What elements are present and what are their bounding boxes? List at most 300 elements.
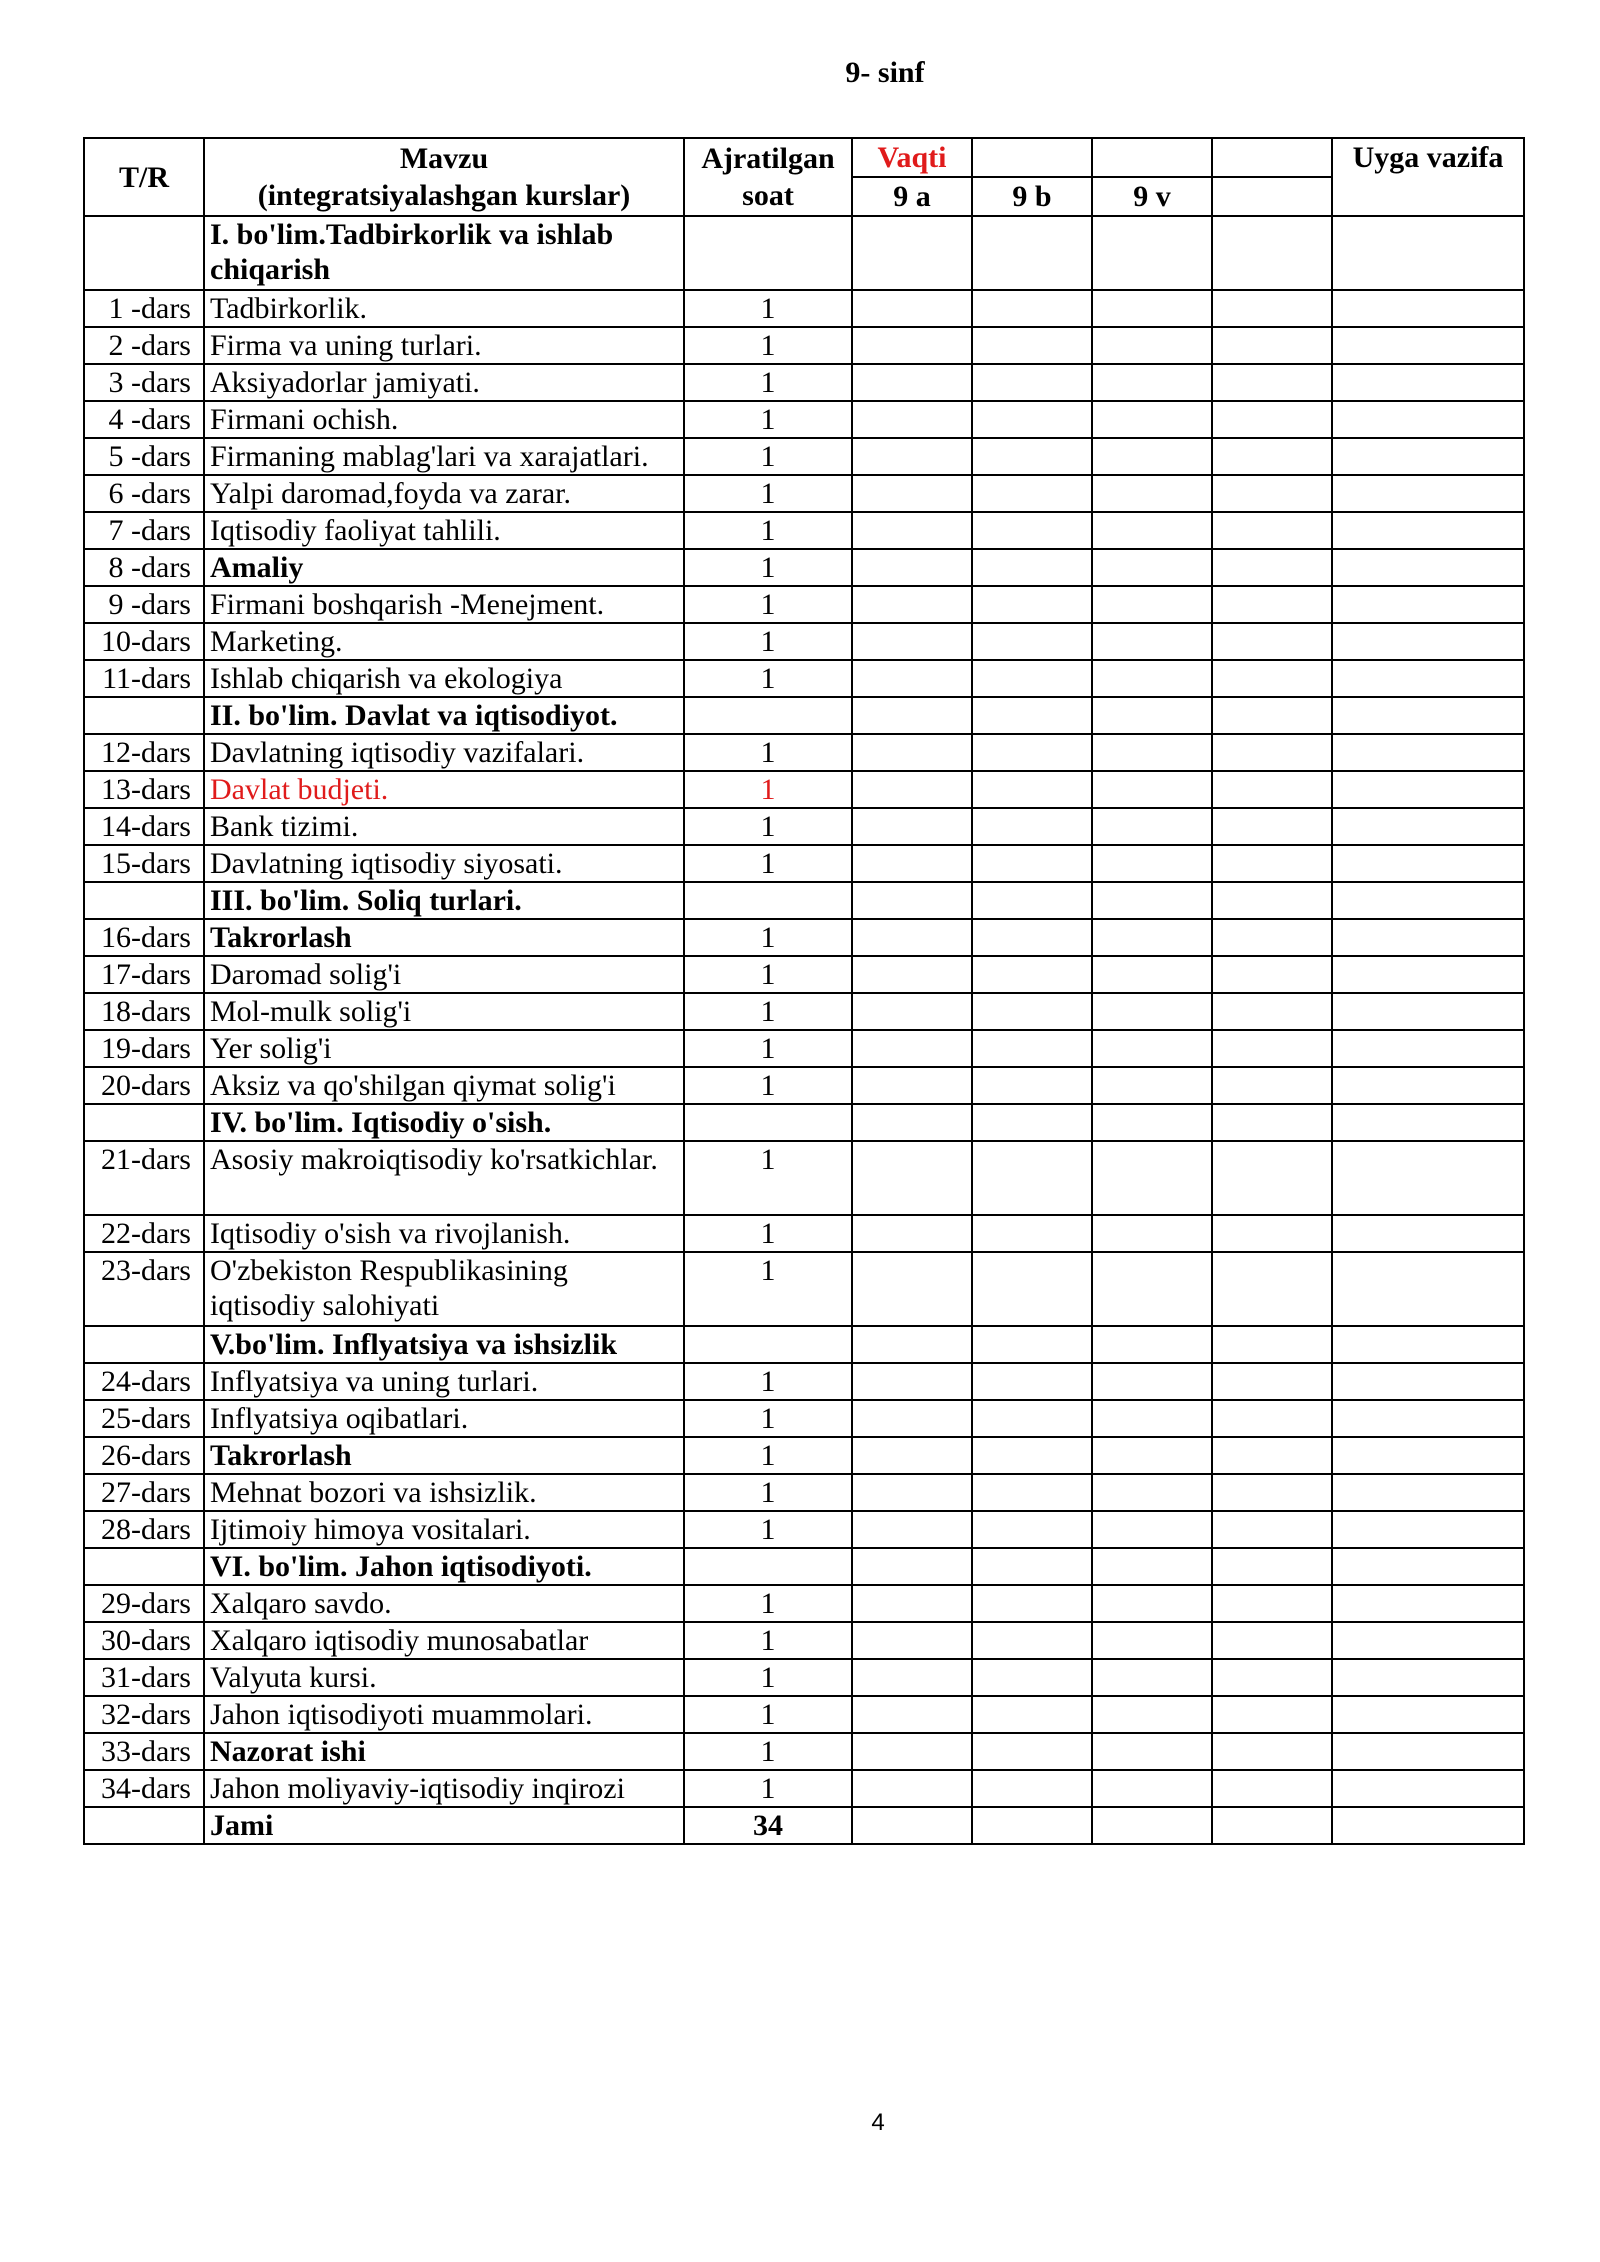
allotted-hours: 1 (684, 1252, 852, 1326)
homework-cell (1332, 1067, 1524, 1104)
header-empty-1 (972, 138, 1092, 177)
table-row (84, 623, 1524, 660)
time-9a (852, 1474, 972, 1511)
time-9a (852, 438, 972, 475)
time-9b (972, 845, 1092, 882)
time-extra (1212, 290, 1332, 327)
time-9b (972, 623, 1092, 660)
lesson-number: 8 -dars (84, 549, 204, 586)
time-extra (1212, 1585, 1332, 1622)
time-9a (852, 1659, 972, 1696)
time-9b (972, 216, 1092, 290)
table-row (84, 1733, 1524, 1770)
lesson-number: 21-dars (84, 1141, 204, 1215)
time-9b (972, 1659, 1092, 1696)
section-row (84, 697, 1524, 734)
lesson-number: 25-dars (84, 1400, 204, 1437)
time-9v (1092, 512, 1212, 549)
time-9b (972, 1696, 1092, 1733)
time-9v (1092, 1733, 1212, 1770)
time-9v (1092, 401, 1212, 438)
lesson-topic: Davlatning iqtisodiy siyosati. (204, 845, 684, 882)
allotted-hours: 1 (684, 1733, 852, 1770)
lesson-number (84, 697, 204, 734)
lesson-topic: Ishlab chiqarish va ekologiya (204, 660, 684, 697)
time-9v (1092, 216, 1212, 290)
time-9v (1092, 364, 1212, 401)
time-9v (1092, 1770, 1212, 1807)
time-9v (1092, 697, 1212, 734)
table-row (84, 438, 1524, 475)
homework-cell (1332, 512, 1524, 549)
allotted-hours: 1 (684, 1215, 852, 1252)
lesson-number: 11-dars (84, 660, 204, 697)
table-row (84, 1770, 1524, 1807)
homework-cell (1332, 475, 1524, 512)
time-extra (1212, 327, 1332, 364)
lesson-topic: Firmani ochish. (204, 401, 684, 438)
table-row (84, 734, 1524, 771)
time-9a (852, 993, 972, 1030)
lesson-number: 16-dars (84, 919, 204, 956)
allotted-hours: 1 (684, 919, 852, 956)
allotted-hours (684, 697, 852, 734)
allotted-hours: 1 (684, 1030, 852, 1067)
time-9v (1092, 438, 1212, 475)
table-body (84, 216, 1524, 1844)
time-9a (852, 512, 972, 549)
lesson-number: 17-dars (84, 956, 204, 993)
table-row (84, 845, 1524, 882)
time-extra (1212, 1622, 1332, 1659)
time-9a (852, 882, 972, 919)
time-extra (1212, 1141, 1332, 1215)
time-9b (972, 660, 1092, 697)
lesson-number: 23-dars (84, 1252, 204, 1326)
homework-cell (1332, 660, 1524, 697)
time-9v (1092, 290, 1212, 327)
time-extra (1212, 1770, 1332, 1807)
homework-cell (1332, 364, 1524, 401)
lesson-number: 34-dars (84, 1770, 204, 1807)
table-row (84, 327, 1524, 364)
header-topic (204, 138, 684, 216)
section-row (84, 882, 1524, 919)
lesson-number: 29-dars (84, 1585, 204, 1622)
lesson-topic: Takrorlash (204, 919, 684, 956)
lesson-topic: Jahon moliyaviy-iqtisodiy inqirozi (204, 1770, 684, 1807)
section-title: IV. bo'lim. Iqtisodiy o'sish. (204, 1104, 684, 1141)
table-row (84, 1622, 1524, 1659)
table-row (84, 660, 1524, 697)
time-9a (852, 1585, 972, 1622)
homework-cell (1332, 1770, 1524, 1807)
time-9v (1092, 808, 1212, 845)
time-9a (852, 956, 972, 993)
time-9v (1092, 660, 1212, 697)
lesson-topic: Takrorlash (204, 1437, 684, 1474)
lesson-topic: Firmani boshqarish -Menejment. (204, 586, 684, 623)
table-row (84, 364, 1524, 401)
time-extra (1212, 808, 1332, 845)
lesson-topic: Davlatning iqtisodiy vazifalari. (204, 734, 684, 771)
lesson-number: 10-dars (84, 623, 204, 660)
homework-cell (1332, 1548, 1524, 1585)
lesson-number: 24-dars (84, 1363, 204, 1400)
table-row (84, 1141, 1524, 1215)
homework-cell (1332, 845, 1524, 882)
time-9b (972, 1807, 1092, 1844)
homework-cell (1332, 401, 1524, 438)
lesson-number: 18-dars (84, 993, 204, 1030)
time-9a (852, 1770, 972, 1807)
time-9a (852, 475, 972, 512)
allotted-hours: 1 (684, 993, 852, 1030)
homework-cell (1332, 1141, 1524, 1215)
lesson-number (84, 882, 204, 919)
table-row (84, 956, 1524, 993)
time-extra (1212, 549, 1332, 586)
time-9v (1092, 1363, 1212, 1400)
lesson-number: 26-dars (84, 1437, 204, 1474)
lesson-topic: Amaliy (204, 549, 684, 586)
lesson-number: 13-dars (84, 771, 204, 808)
lesson-topic: Aksiyadorlar jamiyati. (204, 364, 684, 401)
time-9a (852, 1215, 972, 1252)
table-row (84, 1252, 1524, 1326)
time-extra (1212, 1548, 1332, 1585)
time-9b (972, 512, 1092, 549)
time-9b (972, 1067, 1092, 1104)
time-9b (972, 327, 1092, 364)
time-9b (972, 401, 1092, 438)
time-9b (972, 1770, 1092, 1807)
time-9b (972, 549, 1092, 586)
lesson-plan-table-wrapper (83, 137, 1525, 1845)
homework-cell (1332, 1252, 1524, 1326)
time-9b (972, 1511, 1092, 1548)
homework-cell (1332, 993, 1524, 1030)
time-9v (1092, 1807, 1212, 1844)
lesson-number (84, 1807, 204, 1844)
table-row (84, 475, 1524, 512)
time-9b (972, 734, 1092, 771)
lesson-number: 9 -dars (84, 586, 204, 623)
time-extra (1212, 586, 1332, 623)
time-9b (972, 1733, 1092, 1770)
homework-cell (1332, 1807, 1524, 1844)
time-9v (1092, 1104, 1212, 1141)
time-9b (972, 1363, 1092, 1400)
homework-cell (1332, 1215, 1524, 1252)
lesson-topic: Xalqaro iqtisodiy munosabatlar (204, 1622, 684, 1659)
time-9a (852, 1696, 972, 1733)
homework-cell (1332, 734, 1524, 771)
time-extra (1212, 845, 1332, 882)
lesson-topic: Mol-mulk solig'i (204, 993, 684, 1030)
time-9a (852, 660, 972, 697)
time-extra (1212, 771, 1332, 808)
table-row (84, 1437, 1524, 1474)
lesson-topic: Tadbirkorlik. (204, 290, 684, 327)
time-9b (972, 1400, 1092, 1437)
time-9v (1092, 1437, 1212, 1474)
time-extra (1212, 216, 1332, 290)
header-empty-2 (1092, 138, 1212, 177)
time-9a (852, 1030, 972, 1067)
section-row (84, 1104, 1524, 1141)
allotted-hours: 1 (684, 660, 852, 697)
time-9a (852, 364, 972, 401)
time-extra (1212, 623, 1332, 660)
time-9a (852, 290, 972, 327)
time-9a (852, 1548, 972, 1585)
time-9b (972, 438, 1092, 475)
time-extra (1212, 993, 1332, 1030)
lesson-number: 33-dars (84, 1733, 204, 1770)
time-9b (972, 1030, 1092, 1067)
lesson-number: 27-dars (84, 1474, 204, 1511)
lesson-topic: Iqtisodiy faoliyat tahlili. (204, 512, 684, 549)
lesson-topic: Inflyatsiya va uning turlari. (204, 1363, 684, 1400)
time-9v (1092, 845, 1212, 882)
time-extra (1212, 1437, 1332, 1474)
time-9v (1092, 1400, 1212, 1437)
lesson-number: 30-dars (84, 1622, 204, 1659)
lesson-number (84, 1104, 204, 1141)
time-9b (972, 1622, 1092, 1659)
page-title: 9- sinf (845, 56, 925, 89)
allotted-hours (684, 1104, 852, 1141)
lesson-number (84, 216, 204, 290)
time-9b (972, 290, 1092, 327)
time-9v (1092, 1622, 1212, 1659)
time-9v (1092, 919, 1212, 956)
time-extra (1212, 1326, 1332, 1363)
table-header (84, 138, 1524, 216)
allotted-hours (684, 1326, 852, 1363)
lesson-topic: O'zbekiston Respublikasining iqtisodiy salohiyati (204, 1252, 684, 1326)
table-row (84, 1400, 1524, 1437)
allotted-hours: 1 (684, 290, 852, 327)
time-9a (852, 919, 972, 956)
allotted-hours: 1 (684, 1067, 852, 1104)
time-extra (1212, 1733, 1332, 1770)
time-9a (852, 1400, 972, 1437)
time-extra (1212, 956, 1332, 993)
allotted-hours (684, 882, 852, 919)
time-extra (1212, 1696, 1332, 1733)
table-row (84, 512, 1524, 549)
lesson-number: 7 -dars (84, 512, 204, 549)
homework-cell (1332, 1696, 1524, 1733)
homework-cell (1332, 1474, 1524, 1511)
section-row (84, 1548, 1524, 1585)
lesson-number (84, 1326, 204, 1363)
section-row (84, 1326, 1524, 1363)
lesson-number: 4 -dars (84, 401, 204, 438)
table-row (84, 401, 1524, 438)
table-row (84, 1659, 1524, 1696)
lesson-number: 12-dars (84, 734, 204, 771)
allotted-hours (684, 216, 852, 290)
homework-cell (1332, 1400, 1524, 1437)
time-9a (852, 216, 972, 290)
time-9v (1092, 1215, 1212, 1252)
lesson-topic: Firma va uning turlari. (204, 327, 684, 364)
time-9a (852, 1104, 972, 1141)
homework-cell (1332, 1622, 1524, 1659)
allotted-hours: 1 (684, 734, 852, 771)
lesson-number: 1 -dars (84, 290, 204, 327)
homework-cell (1332, 1030, 1524, 1067)
time-9v (1092, 1030, 1212, 1067)
time-extra (1212, 475, 1332, 512)
time-9a (852, 1141, 972, 1215)
allotted-hours: 1 (684, 512, 852, 549)
time-9b (972, 956, 1092, 993)
lesson-topic: Davlat budjeti. (204, 771, 684, 808)
homework-cell (1332, 808, 1524, 845)
lesson-number: 5 -dars (84, 438, 204, 475)
time-extra (1212, 697, 1332, 734)
table-row (84, 1215, 1524, 1252)
header-topic-line2: (integratsiyalashgan kurslar) (257, 179, 631, 212)
lesson-topic: Jahon iqtisodiyoti muammolari. (204, 1696, 684, 1733)
time-9v (1092, 586, 1212, 623)
table-row (84, 1474, 1524, 1511)
lesson-number (84, 1548, 204, 1585)
header-hours-line1: Ajratilgan (701, 142, 835, 175)
time-9v (1092, 1548, 1212, 1585)
header-hours-line2: soat (742, 179, 794, 212)
time-extra (1212, 512, 1332, 549)
lesson-number: 3 -dars (84, 364, 204, 401)
time-extra (1212, 401, 1332, 438)
time-9a (852, 1252, 972, 1326)
time-extra (1212, 882, 1332, 919)
lesson-topic: Marketing. (204, 623, 684, 660)
lesson-topic: Nazorat ishi (204, 1733, 684, 1770)
time-9v (1092, 956, 1212, 993)
homework-cell (1332, 1659, 1524, 1696)
allotted-hours: 1 (684, 1585, 852, 1622)
time-extra (1212, 1474, 1332, 1511)
time-9b (972, 1474, 1092, 1511)
time-extra (1212, 1511, 1332, 1548)
time-9v (1092, 475, 1212, 512)
time-extra (1212, 1215, 1332, 1252)
time-extra (1212, 1104, 1332, 1141)
table-row (84, 1030, 1524, 1067)
time-9a (852, 1067, 972, 1104)
time-extra (1212, 1400, 1332, 1437)
lesson-topic: Mehnat bozori va ishsizlik. (204, 1474, 684, 1511)
allotted-hours: 1 (684, 956, 852, 993)
homework-cell (1332, 623, 1524, 660)
time-9v (1092, 1511, 1212, 1548)
header-homework: Uyga vazifa (1332, 138, 1524, 216)
table-row (84, 1696, 1524, 1733)
time-9b (972, 697, 1092, 734)
lesson-topic: Yalpi daromad,foyda va zarar. (204, 475, 684, 512)
header-hours (684, 138, 852, 216)
section-title: I. bo'lim.Tadbirkorlik va ishlab chiqarish (204, 216, 684, 290)
time-9a (852, 845, 972, 882)
time-9a (852, 1437, 972, 1474)
table-row (84, 808, 1524, 845)
allotted-hours: 1 (684, 1141, 852, 1215)
section-title: II. bo'lim. Davlat va iqtisodiyot. (204, 697, 684, 734)
homework-cell (1332, 549, 1524, 586)
homework-cell (1332, 919, 1524, 956)
time-extra (1212, 438, 1332, 475)
table-row (84, 1067, 1524, 1104)
homework-cell (1332, 956, 1524, 993)
allotted-hours: 1 (684, 586, 852, 623)
homework-cell (1332, 327, 1524, 364)
time-9a (852, 1511, 972, 1548)
table-row (84, 549, 1524, 586)
homework-cell (1332, 1733, 1524, 1770)
time-extra (1212, 734, 1332, 771)
table-row (84, 1363, 1524, 1400)
time-9b (972, 1104, 1092, 1141)
allotted-hours (684, 1548, 852, 1585)
lesson-plan-table (83, 137, 1525, 1845)
section-row (84, 216, 1524, 290)
time-9b (972, 1437, 1092, 1474)
time-9v (1092, 1252, 1212, 1326)
time-9v (1092, 1659, 1212, 1696)
allotted-hours: 1 (684, 1363, 852, 1400)
time-9a (852, 1733, 972, 1770)
header-class-a: 9 a (852, 177, 972, 216)
total-row (84, 1807, 1524, 1844)
allotted-hours: 1 (684, 1622, 852, 1659)
table-row (84, 586, 1524, 623)
homework-cell (1332, 882, 1524, 919)
lesson-number: 31-dars (84, 1659, 204, 1696)
time-9v (1092, 1696, 1212, 1733)
time-9v (1092, 1326, 1212, 1363)
header-empty-4 (1212, 177, 1332, 216)
table-row (84, 1511, 1524, 1548)
lesson-number: 6 -dars (84, 475, 204, 512)
lesson-topic: Aksiz va qo'shilgan qiymat solig'i (204, 1067, 684, 1104)
time-extra (1212, 1659, 1332, 1696)
allotted-hours: 1 (684, 327, 852, 364)
lesson-number: 2 -dars (84, 327, 204, 364)
time-9b (972, 882, 1092, 919)
time-9v (1092, 1474, 1212, 1511)
lesson-number: 14-dars (84, 808, 204, 845)
section-title: V.bo'lim. Inflyatsiya va ishsizlik (204, 1326, 684, 1363)
homework-cell (1332, 1326, 1524, 1363)
time-extra (1212, 1252, 1332, 1326)
lesson-topic: Daromad solig'i (204, 956, 684, 993)
time-9b (972, 1141, 1092, 1215)
allotted-hours: 34 (684, 1807, 852, 1844)
time-9a (852, 771, 972, 808)
time-9a (852, 549, 972, 586)
allotted-hours: 1 (684, 808, 852, 845)
homework-cell (1332, 1585, 1524, 1622)
time-9b (972, 808, 1092, 845)
lesson-topic: Firmaning mablag'lari va xarajatlari. (204, 438, 684, 475)
time-9b (972, 1548, 1092, 1585)
time-9v (1092, 734, 1212, 771)
